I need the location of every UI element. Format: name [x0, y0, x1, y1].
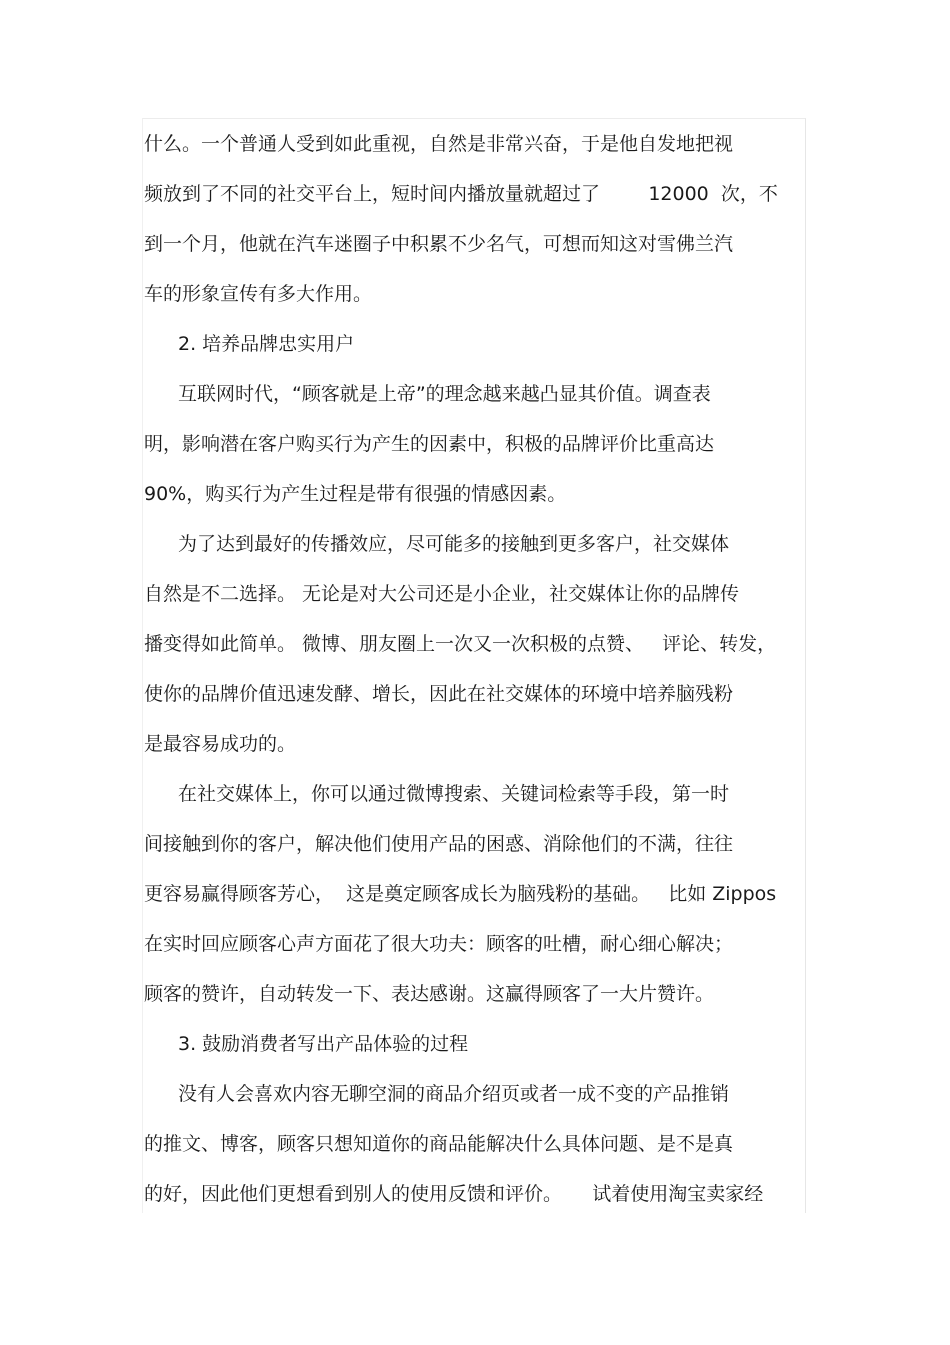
text-line: 是最容易成功的。: [144, 733, 297, 755]
text-line: 到一个月，他就在汽车迷圈子中积累不少名气，可想而知这对雪佛兰汽: [144, 233, 734, 255]
text-line: 频放到了不同的社交平台上，短时间内播放量就超过了 12000 次，不: [144, 183, 778, 205]
text-line: 顾客的赞许，自动转发一下、表达感谢。这赢得顾客了一大片赞许。: [144, 983, 715, 1005]
section-heading: 3. 鼓励消费者写出产品体验的过程: [178, 1033, 469, 1055]
section-heading: 2. 培养品牌忠实用户: [178, 333, 355, 355]
text-line: 间接触到你的客户，解决他们使用产品的困惑、消除他们的不满，往往: [144, 833, 734, 855]
text-line: 在实时回应顾客心声方面花了很大功夫：顾客的吐槽，耐心细心解决；: [144, 933, 734, 955]
text-line: 更容易赢得顾客芳心， 这是奠定顾客成长为脑残粉的基础。 比如 Zippos: [144, 883, 777, 905]
text-line: 互联网时代，“顾客就是上帝”的理念越来越凸显其价值。调查表: [178, 383, 711, 405]
text-line: 没有人会喜欢内容无聊空洞的商品介绍页或者一成不变的产品推销: [178, 1083, 730, 1105]
text-line: 自然是不二选择。 无论是对大公司还是小企业，社交媒体让你的品牌传: [144, 583, 740, 605]
text-line: 在社交媒体上，你可以通过微博搜索、关键词检索等手段，第一时: [178, 783, 730, 805]
text-line: 车的形象宣传有多大作用。: [144, 283, 373, 305]
text-line: 播变得如此简单。 微博、朋友圈上一次又一次积极的点赞、 评论、转发，: [144, 633, 777, 655]
text-line: 什么。一个普通人受到如此重视，自然是非常兴奋，于是他自发地把视: [144, 133, 734, 155]
text-line: 为了达到最好的传播效应，尽可能多的接触到更多客户，社交媒体: [178, 533, 730, 555]
text-line: 的推文、博客，顾客只想知道你的商品能解决什么具体问题、是不是真: [144, 1133, 734, 1155]
text-line: 90%，购买行为产生过程是带有很强的情感因素。: [144, 483, 567, 505]
text-line: 使你的品牌价值迅速发酵、增长，因此在社交媒体的环境中培养脑残粉: [144, 683, 734, 705]
text-line: 明，影响潜在客户购买行为产生的因素中，积极的品牌评价比重高达: [144, 433, 715, 455]
text-line: 的好，因此他们更想看到别人的使用反馈和评价。 试着使用淘宝卖家经: [144, 1183, 764, 1205]
